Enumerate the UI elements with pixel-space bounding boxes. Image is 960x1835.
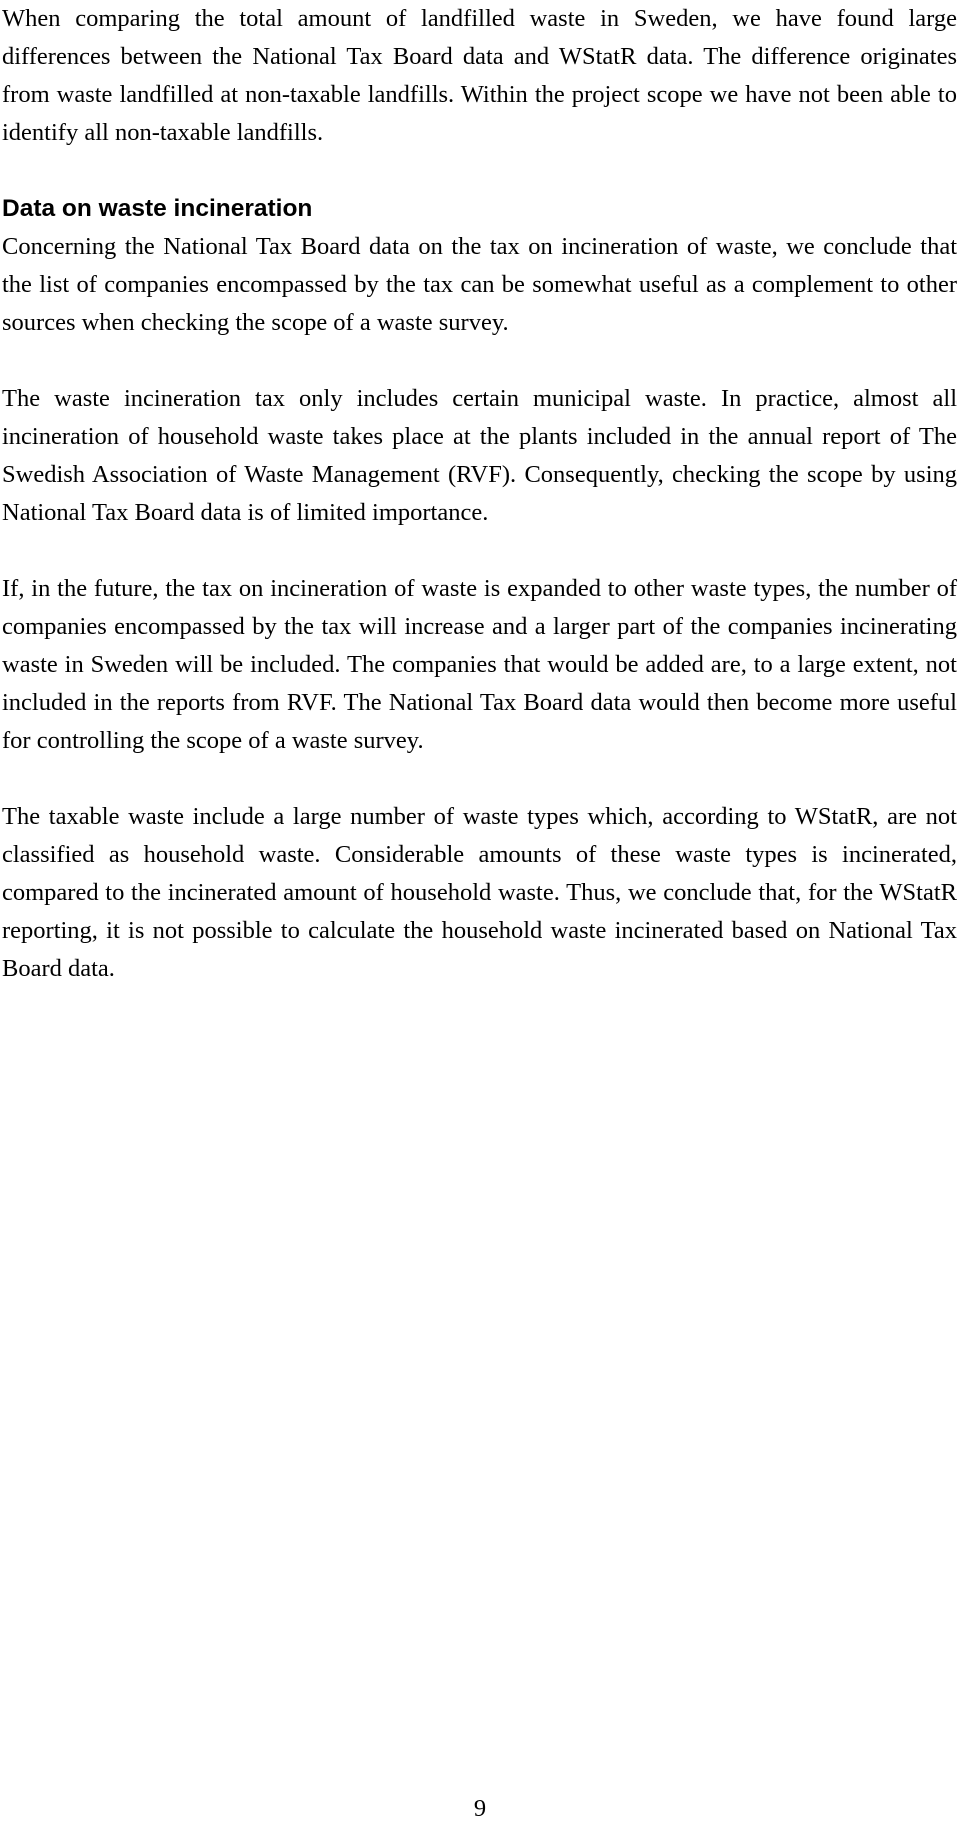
document-body <box>2 0 957 988</box>
section-paragraph-3: If, in the future, the tax on incineration of waste is expanded to other waste types, the number of companies encompassed by the tax will increase and a larger part of the companies incinerating waste in Sweden will be included. The companies that would be added are, to a large extent, not included in the reports from RVF. The National Tax Board data would then become more useful for controlling the scope of a waste survey. <box>2 575 957 754</box>
intro-paragraph: When comparing the total amount of landfilled waste in Sweden, we have found large differences between the National Tax Board data and WStatR data. The difference originates from waste landfilled at non-taxable landfills. Within the project scope we have not been able to identify all non-taxable landfills. <box>2 5 957 146</box>
section-paragraph-4: The taxable waste include a large number of waste types which, according to WStatR, are not classified as household waste. Considerable amounts of these waste types is incinerated, compared to the incinerated amount of household waste. Thus, we conclude that, for the WStatR reporting, it is not possible to calculate the household waste incinerated based on National Tax Board data. <box>2 803 957 982</box>
page-number: 9 <box>473 1795 487 1822</box>
section-heading: Data on waste incineration <box>2 195 313 222</box>
section-paragraph-2: The waste incineration tax only includes certain municipal waste. In practice, almost all incineration of household waste takes place at the plants included in the annual report of The Swedish Association of Waste Management (RVF). Consequently, checking the scope by using National Tax Board data is of limited importance. <box>2 385 957 526</box>
section-paragraph-1: Concerning the National Tax Board data on the tax on incineration of waste, we conclude that the list of companies encompassed by the tax can be somewhat useful as a complement to other sources when checking the scope of a waste survey. <box>2 233 957 336</box>
